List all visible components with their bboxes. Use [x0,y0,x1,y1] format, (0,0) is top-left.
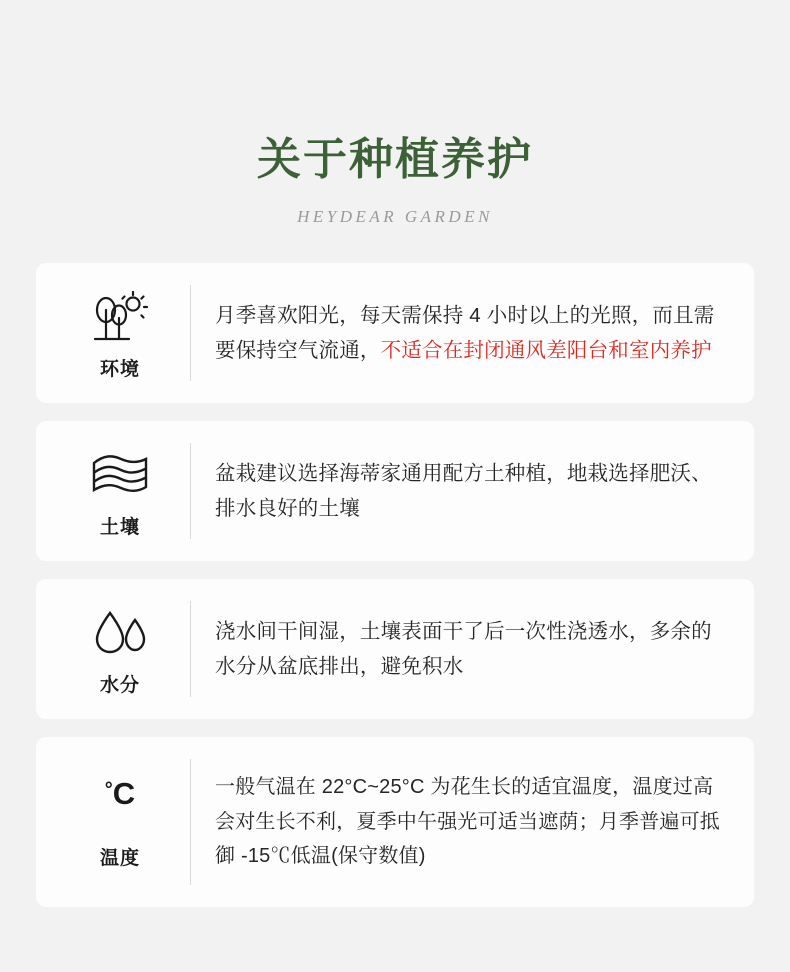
list-item [36,737,754,907]
card-text: 一般气温在 22°C~25°C 为花生长的适宜温度，温度过高会对生长不利，夏季中午强光可适当遮荫；月季普遍可抵御 -15℃低温(保守数值) [215,776,720,867]
card-text: 盆栽建议选择海蒂家通用配方土种植，地栽选择肥沃、排水良好的土壤 [215,461,712,520]
card-icon-group [50,437,190,545]
card-body [191,595,734,703]
card-label: 土壤 [99,516,140,538]
list-item [36,579,754,719]
page-subtitle: HEYDEAR GARDEN [297,206,493,226]
list-item [36,421,754,561]
card-text: 浇水间干间湿，土壤表面干了后一次性浇透水，多余的水分从盆底排出，避免积水 [215,619,712,678]
card-text [215,298,728,369]
card-label: 温度 [99,847,140,869]
card-text-warning: 不适合在封闭通风差阳台和室内养护 [380,338,712,362]
page-header [0,0,790,227]
card-icon-group [50,753,190,891]
celsius-letter: C [112,775,136,811]
card-icon-group [50,595,190,703]
water-drops-icon [90,605,150,661]
list-item [36,263,754,403]
card-body [191,753,734,891]
card-label: 水分 [99,674,140,696]
care-cards-list [0,263,790,907]
card-body [191,279,734,387]
degree-symbol: ° [104,778,113,801]
card-icon-group [50,279,190,387]
page-title: 关于种植养护 [257,135,533,184]
soil-layers-icon [90,447,150,503]
card-text-normal: 月季喜欢阳光，每天需保持 4 小时以上的光照，而且需要保持空气流通， [215,303,715,362]
card-body [191,437,734,545]
celsius-degree-icon [104,775,136,834]
card-label: 环境 [99,358,140,380]
sun-plant-icon [89,289,151,345]
